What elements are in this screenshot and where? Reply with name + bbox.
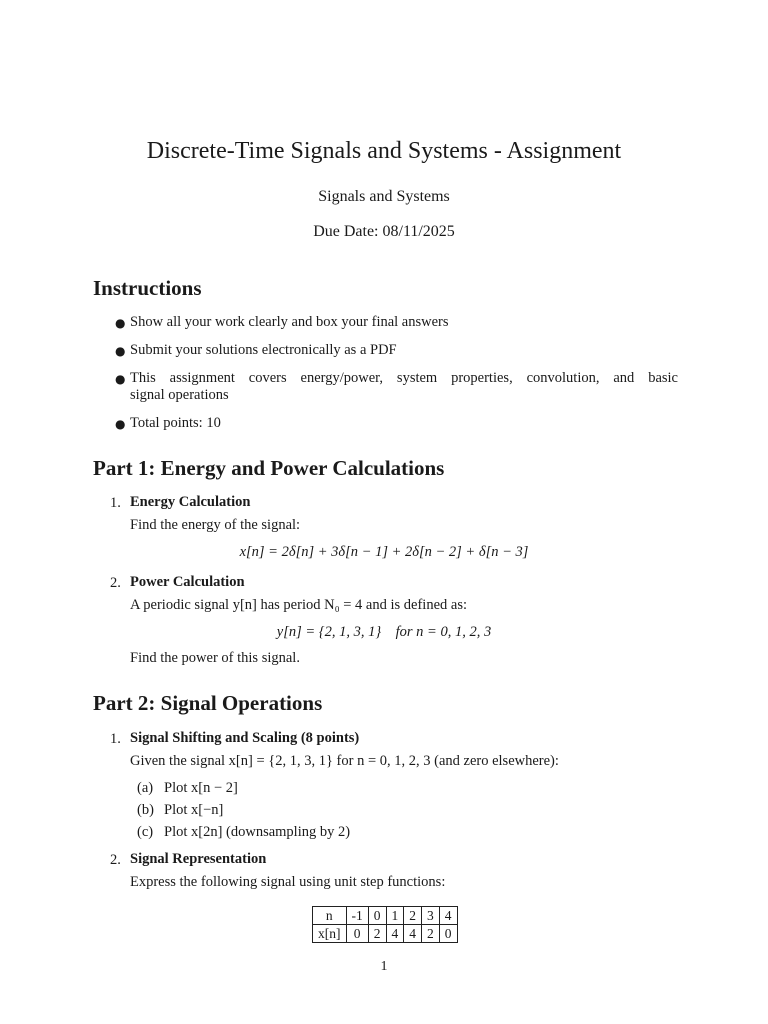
table-cell: 2 <box>422 925 440 943</box>
question-text: Express the following signal using unit step functions: <box>130 874 446 890</box>
table-cell: 0 <box>439 925 457 943</box>
bullet-icon: ● <box>115 344 126 358</box>
table-row <box>313 925 458 943</box>
instruction-item: Submit your solutions electronically as a PDF <box>130 342 397 358</box>
bullet-icon: ● <box>115 372 126 386</box>
table-cell: 1 <box>386 907 404 925</box>
bullet-icon: ● <box>115 316 126 330</box>
question-number: 2. <box>110 852 121 868</box>
instruction-item: Show all your work clearly and box your final answers <box>130 314 449 330</box>
question-number: 2. <box>110 575 121 591</box>
page-title: Discrete-Time Signals and Systems - Assignment <box>146 138 622 164</box>
table-cell: 3 <box>422 907 440 925</box>
page-number: 1 <box>380 959 388 974</box>
subitem-text: Plot x[2n] (downsampling by 2) <box>164 824 351 840</box>
question-followup: Find the power of this signal. <box>130 650 300 666</box>
table-cell: 4 <box>404 925 422 943</box>
bullet-icon: ● <box>115 417 126 431</box>
question-title: Signal Representation <box>130 851 267 867</box>
subitem-label: (c) <box>137 824 154 840</box>
question-number: 1. <box>110 731 121 747</box>
question-title: Power Calculation <box>130 574 245 590</box>
question-text: Find the energy of the signal: <box>130 517 301 533</box>
table-cell: 0 <box>368 907 386 925</box>
subitem-label: (a) <box>137 780 154 796</box>
part1-heading: Part 1: Energy and Power Calculations <box>93 456 445 480</box>
subitem-text: Plot x[n − 2] <box>164 780 238 796</box>
table-cell: 4 <box>439 907 457 925</box>
table-cell: 2 <box>404 907 422 925</box>
instruction-item-continued: signal operations <box>130 387 229 403</box>
table-cell: x[n] <box>313 925 347 943</box>
table-cell: n <box>313 907 347 925</box>
table-cell: 4 <box>386 925 404 943</box>
subitem-text: Plot x[−n] <box>164 802 224 818</box>
energy-equation: x[n] = 2δ[n] + 3δ[n − 1] + 2δ[n − 2] + δ[n − 3] <box>239 544 529 560</box>
question-text: Given the signal x[n] = {2, 1, 3, 1} for n = 0, 1, 2, 3 (and zero elsewhere): <box>130 753 559 769</box>
question-title: Signal Shifting and Scaling (8 points) <box>130 730 360 746</box>
table-cell: 0 <box>346 925 368 943</box>
question-title: Energy Calculation <box>130 494 251 510</box>
table-cell: 2 <box>368 925 386 943</box>
instruction-item: This assignment covers energy/power, system properties, convolution, and basic <box>130 370 678 386</box>
instructions-heading: Instructions <box>93 276 202 300</box>
table-row <box>313 907 458 925</box>
instruction-item: Total points: 10 <box>130 415 221 431</box>
course-subtitle: Signals and Systems <box>318 188 450 205</box>
signal-table <box>312 906 458 943</box>
table-cell: -1 <box>346 907 368 925</box>
power-equation: y[n] = {2, 1, 3, 1} for n = 0, 1, 2, 3 <box>276 624 492 640</box>
subitem-label: (b) <box>137 802 154 818</box>
question-text: A periodic signal y[n] has period N₀ = 4 and is defined as: <box>130 597 467 613</box>
due-date: Due Date: 08/11/2025 <box>313 223 455 240</box>
question-number: 1. <box>110 495 121 511</box>
part2-heading: Part 2: Signal Operations <box>93 691 323 715</box>
